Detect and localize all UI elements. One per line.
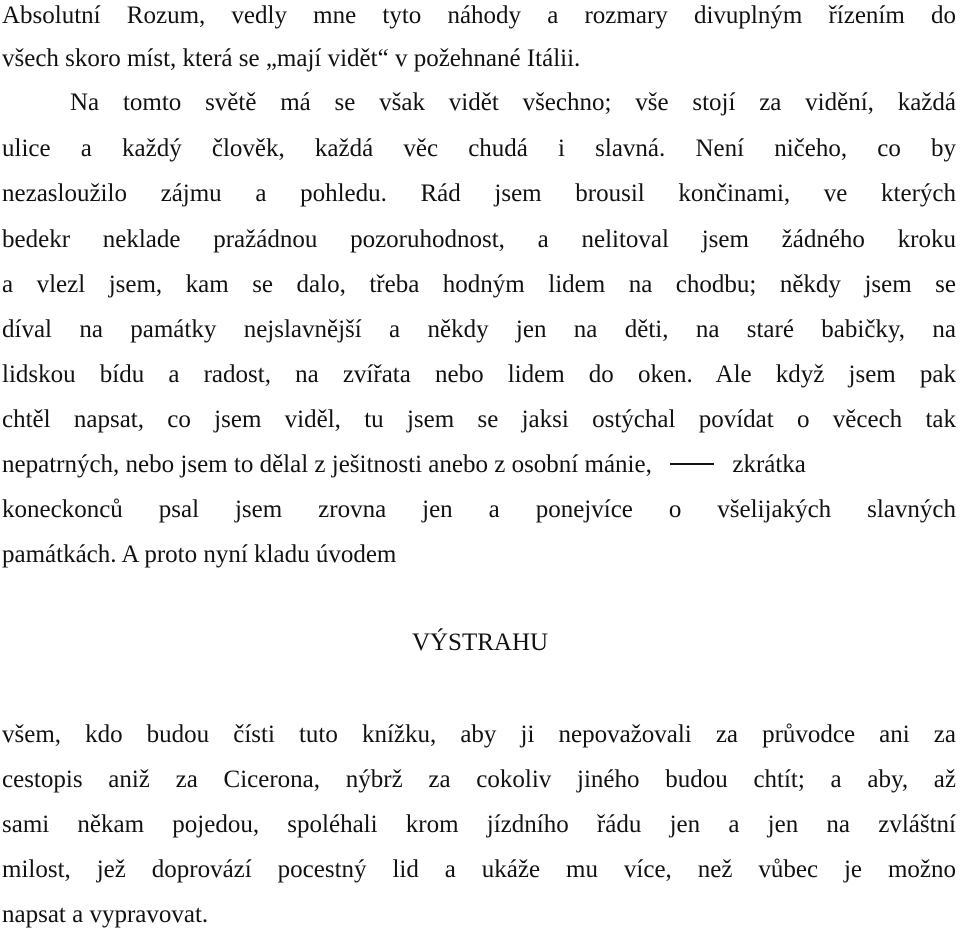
text-segment: nepatrných, nebo jsem to dělal z ješitnosti anebo z osobní mánie, [2,451,652,478]
text-line: napsat a vypravovat. [2,901,209,928]
text-line: koneckonců psal jsem zrovna jen a ponejvíce o všelijakých slavných [2,496,956,523]
section-heading: VÝSTRAHU [411,629,549,656]
text-line: všech skoro míst, která se „mají vidět“ v požehnané Itálii. [2,45,581,72]
text-line: památkách. A proto nyní kladu úvodem [2,541,397,568]
text-segment: zkrátka [732,451,806,478]
text-line: chtěl napsat, co jsem viděl, tu jsem se jaksi ostýchal povídat o věcech tak [2,406,956,433]
text-line: milost, jež doprovází pocestný lid a ukáže mu více, než vůbec je možno [2,856,956,883]
text-line: sami někam pojedou, spoléhali krom jízdního řádu jen a jen na zvláštní [2,811,956,838]
text-line: a vlezl jsem, kam se dalo, třeba hodným lidem na chodbu; někdy jsem se [2,271,956,298]
em-dash [670,463,714,465]
text-line [2,450,956,480]
text-line: díval na památky nejslavnější a někdy jen na děti, na staré babičky, na [2,316,956,343]
text-line: Absolutní Rozum, vedly mne tyto náhody a rozmary divuplným řízením do [2,2,956,29]
text-line: nezasloužilo zájmu a pohledu. Rád jsem brousil končinami, ve kterých [2,180,956,207]
text-line: cestopis aniž za Cicerona, nýbrž za cokoliv jiného budou chtít; a aby, až [2,766,956,793]
text-line: ulice a každý člověk, každá věc chudá i slavná. Není ničeho, co by [2,135,956,162]
text-line: všem, kdo budou čísti tuto knížku, aby ji nepovažovali za průvodce ani za [2,721,956,748]
text-line: lidskou bídu a radost, na zvířata nebo lidem do oken. Ale když jsem pak [2,361,956,388]
text-line: bedekr neklade pražádnou pozoruhodnost, a nelitoval jsem žádného kroku [2,226,956,253]
text-line: Na tomto světě má se však vidět všechno; vše stojí za vidění, každá [70,89,956,116]
